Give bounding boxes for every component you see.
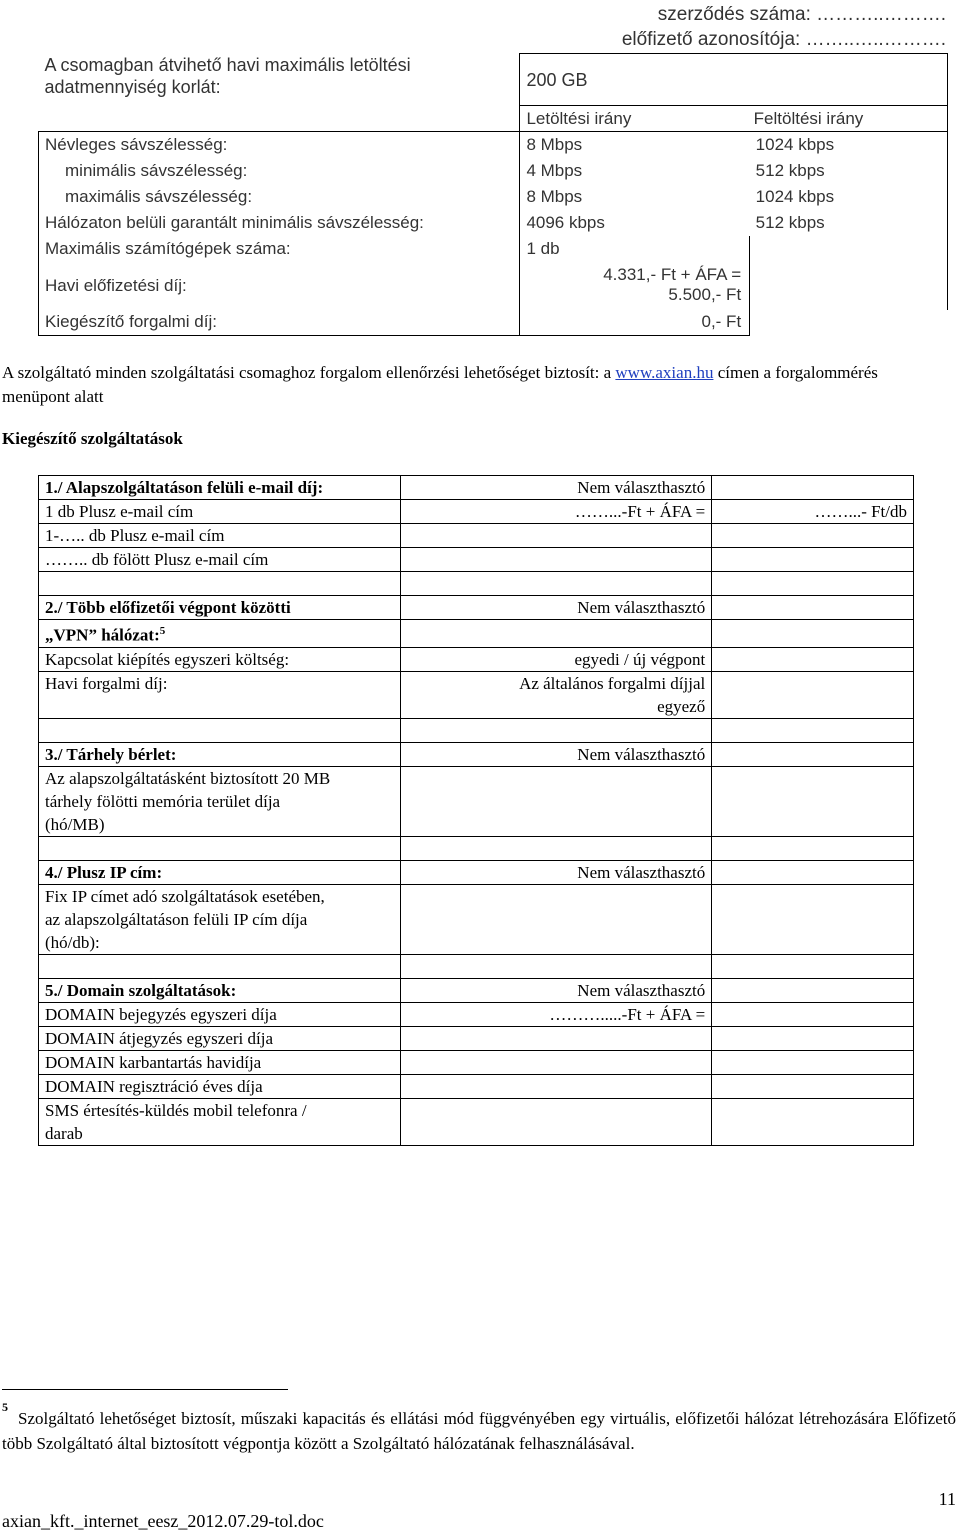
ip-desc: Fix IP címet adó szolgáltatások esetében,	[45, 886, 325, 906]
data-limit-label: A csomagban átvihető havi maximális letöltési adatmennyiség korlát:	[44, 54, 411, 97]
footnote-number: 5	[2, 1400, 8, 1414]
storage-desc: tárhely fölötti memória terület díja	[45, 791, 281, 811]
down-value: 8 Mbps	[520, 132, 750, 158]
email-line: 1 db Plusz e-mail cím	[39, 500, 401, 524]
computers-value: 1 db	[520, 236, 750, 262]
price-per-unit: ……...- Ft/db	[712, 500, 914, 524]
extras-title: Kiegészítő szolgáltatások	[2, 429, 183, 448]
status-text: Nem választhasztó	[400, 596, 712, 620]
extras-table	[38, 475, 914, 1146]
sms-item: SMS értesítés-küldés mobil telefonra /	[45, 1100, 307, 1120]
package-table	[38, 53, 948, 336]
monthly-value: egyező	[657, 696, 706, 716]
setup-value: egyedi / új végpont	[400, 647, 712, 671]
bandwidth-row	[39, 184, 948, 210]
ip-section-title: 4./ Plusz IP cím:	[45, 862, 163, 882]
footnote-ref: 5	[159, 625, 166, 637]
row-label: minimális sávszélesség:	[39, 158, 520, 184]
domain-item: DOMAIN regisztráció éves díja	[39, 1074, 401, 1098]
domain-item: DOMAIN karbantartás havidíja	[39, 1050, 401, 1074]
domain-item: DOMAIN bejegyzés egyszeri díja	[39, 1002, 401, 1026]
vpn-section-title: 2./ Több előfizetői végpont közötti	[45, 598, 291, 617]
computers-label: Maximális számítógépek száma:	[39, 236, 520, 262]
vpn-section-title: „VPN” hálózat:	[45, 625, 160, 645]
row-label: Névleges sávszélesség:	[39, 132, 520, 158]
bandwidth-row	[39, 132, 948, 158]
traffic-check-notice	[2, 361, 932, 409]
link-part: hu	[696, 363, 714, 382]
up-value: 512 kbps	[750, 158, 948, 184]
email-line: 1-….. db Plusz e-mail cím	[39, 524, 401, 548]
data-limit-value: 200 GB	[520, 54, 750, 106]
col-download-header: Letöltési irány	[520, 106, 750, 132]
storage-section-title: 3./ Tárhely bérlet:	[45, 744, 177, 764]
down-value: 4096 kbps	[520, 210, 750, 236]
monthly-label: Havi forgalmi díj:	[39, 671, 401, 718]
status-text: Nem választhasztó	[400, 860, 712, 884]
email-line: …….. db fölött Plusz e-mail cím	[39, 548, 401, 572]
email-section-title: 1./ Alapszolgáltatáson felüli e-mail díj:	[45, 478, 324, 497]
fee-net: 4.331,- Ft + ÁFA =	[603, 264, 742, 284]
row-label: Hálózaton belüli garantált minimális sávszélesség:	[39, 210, 520, 236]
fee-gross: 5.500,- Ft	[668, 284, 742, 304]
down-value: 4 Mbps	[520, 158, 750, 184]
status-text: Nem választhasztó	[400, 978, 712, 1002]
notice-text: címen a forgalommérés menüpont alatt	[2, 363, 878, 406]
domain-item: DOMAIN átjegyzés egyszeri díja	[39, 1026, 401, 1050]
footnote-separator	[2, 1389, 288, 1390]
price-text: ……….....-Ft + ÁFA =	[400, 1002, 712, 1026]
col-upload-header: Feltöltési irány	[750, 106, 948, 132]
storage-desc: (hó/MB)	[45, 814, 105, 834]
footer-filename: axian_kft._internet_eesz_2012.07.29-tol.doc	[2, 1511, 324, 1531]
status-text: Nem választhasztó	[400, 476, 712, 500]
ip-desc: az alapszolgáltatáson felüli IP cím díja	[45, 909, 308, 929]
extra-fee-label: Kiegészítő forgalmi díj:	[39, 310, 520, 336]
notice-text: A szolgáltató minden szolgáltatási csomaghoz forgalom ellenőrzési lehetőséget biztosít: a	[2, 363, 616, 382]
sms-item: darab	[45, 1123, 83, 1143]
storage-desc: Az alapszolgáltatásként biztosított 20 MB	[45, 768, 331, 788]
extra-fee-value: 0,- Ft	[520, 310, 750, 336]
subscriber-id-label: előfizető azonosítója: ……..…..……….	[621, 29, 946, 50]
down-value: 8 Mbps	[520, 184, 750, 210]
ip-desc: (hó/db):	[45, 932, 100, 952]
price-text: ……...-Ft + ÁFA =	[400, 500, 712, 524]
monthly-value: Az általános forgalmi díjjal	[519, 673, 706, 693]
page-number: 11	[938, 1489, 956, 1509]
up-value: 1024 kbps	[750, 132, 948, 158]
row-label: maximális sávszélesség:	[39, 184, 520, 210]
up-value: 1024 kbps	[750, 184, 948, 210]
contract-number-label: szerződés száma: ………..……….	[657, 4, 946, 25]
domain-section-title: 5./ Domain szolgáltatások:	[45, 980, 237, 1000]
bandwidth-row	[39, 158, 948, 184]
up-value: 512 kbps	[750, 210, 948, 236]
setup-label: Kapcsolat kiépítés egyszeri költség:	[39, 647, 401, 671]
link-part: www.axian.	[615, 363, 697, 382]
footnote-text: Szolgáltató lehetőséget biztosít, műszaki kapacitás és ellátási mód függvényében egy virtuális, előfizetői hálózat létrehozására Előfizető több Szolgáltató által biztosított végpontja között a Szolgáltató hálózatának felhasználásával.	[2, 1409, 956, 1453]
axian-link[interactable]	[615, 363, 713, 382]
fee-label: Havi előfizetési díj:	[39, 262, 520, 310]
status-text: Nem választhasztó	[400, 742, 712, 766]
bandwidth-row	[39, 210, 948, 236]
